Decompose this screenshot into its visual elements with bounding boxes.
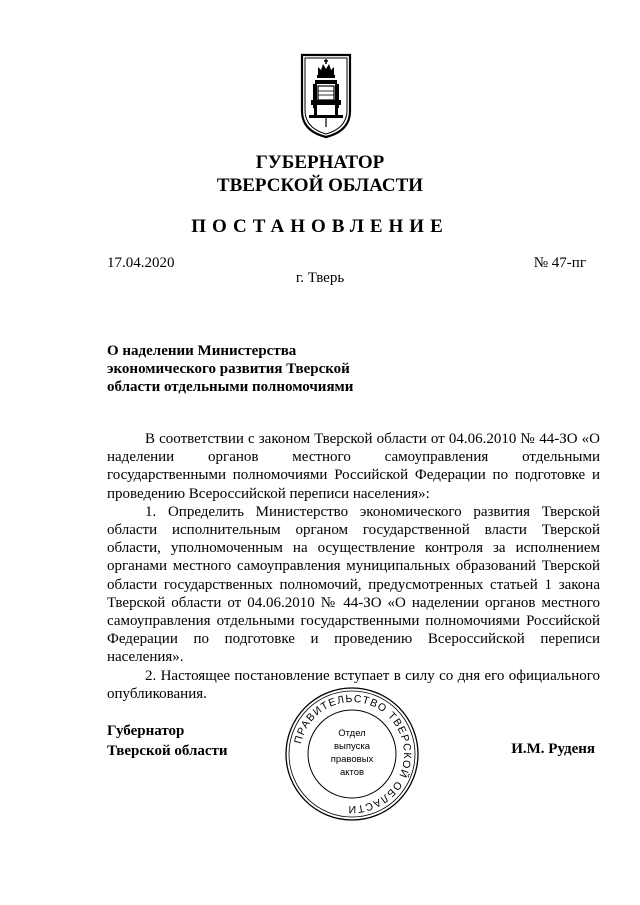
signatory-position-line2: Тверской области	[107, 743, 228, 759]
body-paragraph-item2: 2. Настоящее постановление вступает в силу со дня его официального опубликования.	[107, 667, 600, 702]
organization-title-line2: ТВЕРСКОЙ ОБЛАСТИ	[216, 175, 424, 196]
document-title-line1: О наделении Министерства	[107, 343, 297, 359]
document-city: г. Тверь	[295, 270, 345, 286]
stamp-center-line3: правовых	[330, 754, 374, 765]
document-title-line3: области отдельными полномочиями	[107, 379, 354, 395]
stamp-center-line2: выпуска	[333, 741, 371, 752]
stamp-center-line4: актов	[339, 767, 365, 778]
document-title	[107, 342, 407, 396]
signatory-position-line1: Губернатор	[107, 723, 185, 739]
stamp-center-line1: Отдел	[338, 728, 366, 739]
document-type: ПОСТАНОВЛЕНИЕ	[191, 216, 449, 237]
document-number: № 47-пг	[533, 255, 586, 271]
document-body	[107, 430, 600, 703]
body-paragraph-preamble: В соответствии с законом Тверской области от 04.06.2010 № 44-ЗО «О наделении органов местного самоуправления отдельными государственными полномочиями Российской Федерации по подготовке и проведению Всероссийской переписи населения»:	[107, 431, 600, 502]
document-date: 17.04.2020	[107, 255, 175, 271]
document-title-line2: экономического развития Тверской	[107, 361, 350, 377]
coat-of-arms-icon	[300, 53, 352, 139]
signatory-position	[107, 721, 228, 761]
stamp-ring-text: ПРАВИТЕЛЬСТВО ТВЕРСКОЙ ОБЛАСТИ	[292, 692, 414, 816]
organization-title-line1: ГУБЕРНАТОР	[255, 152, 385, 173]
official-stamp	[284, 686, 420, 822]
signatory-name: И.М. Руденя	[511, 741, 595, 757]
body-paragraph-item1: 1. Определить Министерство экономического развития Тверской области исполнительным органом государственной власти Тверской области, уполномоченным на осуществление контроля за исполнением органами местного самоуправления муниципальных образований Тверской области государственных полномочий, предусмотренных статьей 1 закона Тверской области от 04.06.2010 № 44-ЗО «О наделении органов местного самоуправления отдельными государственными полномочиями Российской Федерации по подготовке и проведению Всероссийской переписи населения».	[107, 503, 600, 666]
